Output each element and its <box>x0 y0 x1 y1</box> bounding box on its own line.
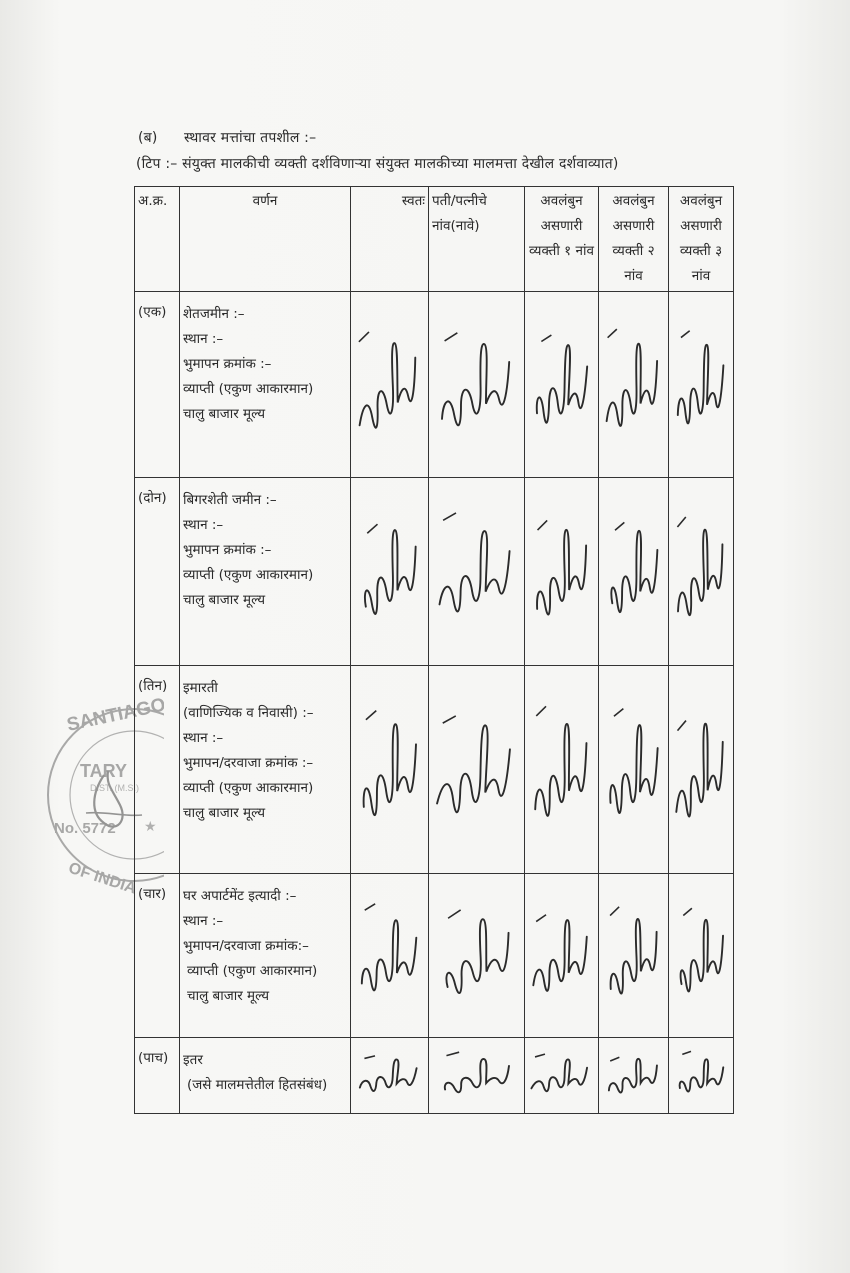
row-category: बिगरशेती जमीन :– <box>183 492 277 508</box>
signed-entry-cell <box>429 478 525 666</box>
svg-text:SANTIAGO: SANTIAGO <box>65 694 164 736</box>
row-category: घर अपार्टमेंट इत्यादी :– <box>183 888 297 904</box>
row-field: भुमापन/दरवाजा क्रमांक:– <box>183 938 309 954</box>
row-number: (एक) <box>135 292 180 478</box>
entry-text: नाही <box>696 840 706 862</box>
row-description <box>180 874 351 1038</box>
handwritten-nil-entry <box>525 478 598 665</box>
handwriting-strokes <box>351 478 428 665</box>
signed-entry-cell <box>669 874 734 1038</box>
entry-text: नाही <box>628 446 639 467</box>
svg-text:★: ★ <box>144 819 157 835</box>
handwritten-nil-entry <box>429 1038 524 1113</box>
entry-text: नाही <box>383 1009 396 1028</box>
signed-entry-cell <box>599 292 669 478</box>
entry-text: नाही <box>469 448 484 468</box>
entry-text: नाही <box>696 633 706 655</box>
signed-entry-cell <box>669 666 734 874</box>
signed-entry-cell <box>351 874 429 1038</box>
signed-entry-cell <box>429 666 525 874</box>
handwritten-nil-entry <box>669 292 733 477</box>
table-row <box>135 874 734 1038</box>
row-field: भुमापन/दरवाजा क्रमांक :– <box>183 755 314 771</box>
handwritten-nil-entry <box>599 292 668 477</box>
handwritten-nil-entry <box>599 666 668 873</box>
handwriting-strokes <box>599 1038 668 1113</box>
row-field: स्थान :– <box>183 730 224 746</box>
signed-entry-cell <box>599 874 669 1038</box>
section-title: स्थावर मत्तांचा तपशील :– <box>184 130 317 146</box>
signed-entry-cell <box>599 1038 669 1114</box>
signed-entry-cell <box>599 478 669 666</box>
handwritten-nil-entry <box>429 478 524 665</box>
section-heading <box>138 128 316 147</box>
svg-text:OF INDIA: OF INDIA <box>66 859 139 898</box>
handwriting-strokes <box>669 874 733 1037</box>
row-field: चालु बाजार मूल्य <box>183 592 266 608</box>
handwriting-strokes <box>525 874 598 1037</box>
handwriting-strokes <box>429 666 524 873</box>
header-serial: अ.क्र. <box>135 187 180 292</box>
entry-text: नाही <box>556 1100 567 1110</box>
handwritten-nil-entry <box>351 478 428 665</box>
handwriting-strokes <box>429 874 524 1037</box>
entry-text: नाही <box>628 840 639 862</box>
entry-text: नाही <box>556 840 567 862</box>
header-description: वर्णन <box>180 187 351 292</box>
handwriting-strokes <box>669 666 733 873</box>
entry-text: नाही <box>628 634 639 655</box>
handwritten-nil-entry <box>429 874 524 1037</box>
signed-entry-cell <box>669 292 734 478</box>
svg-text:DIST. (M.S.): DIST. (M.S.) <box>90 783 139 793</box>
row-number: (चार) <box>135 874 180 1038</box>
signed-entry-cell <box>669 478 734 666</box>
entry-text: नाही <box>383 840 396 862</box>
handwriting-strokes <box>599 666 668 873</box>
table-header-row <box>135 187 734 292</box>
signed-entry-cell <box>351 478 429 666</box>
signed-entry-cell <box>525 666 599 874</box>
header-dependent-1: अवलंबुन असणारी व्यक्ती १ नांव <box>525 187 599 292</box>
signed-entry-cell <box>525 874 599 1038</box>
row-category: शेतजमीन :– <box>183 306 245 322</box>
table-row <box>135 292 734 478</box>
signed-entry-cell <box>351 1038 429 1114</box>
entry-text: नाही <box>469 841 484 862</box>
signed-entry-cell <box>429 874 525 1038</box>
entry-text: नाही <box>628 1010 639 1028</box>
table-row <box>135 666 734 874</box>
entry-text: नाही <box>383 1101 396 1109</box>
entry-text: नाही <box>696 1010 706 1028</box>
row-field: स्थान :– <box>183 913 224 929</box>
entry-text: नाही <box>628 1100 639 1110</box>
entry-text: नाही <box>383 635 396 656</box>
signed-entry-cell <box>599 666 669 874</box>
entry-text: नाही <box>383 447 396 468</box>
entry-text: नाही <box>556 635 567 656</box>
row-field: चालु बाजार मूल्य <box>183 805 266 821</box>
entry-text: नाही <box>696 446 706 467</box>
signed-entry-cell <box>669 1038 734 1114</box>
handwriting-strokes <box>351 1038 428 1113</box>
signed-entry-cell <box>351 292 429 478</box>
row-description <box>180 478 351 666</box>
handwriting-strokes <box>351 666 428 873</box>
handwriting-strokes <box>599 478 668 665</box>
handwriting-strokes <box>599 292 668 477</box>
entry-text: नाही <box>556 446 567 467</box>
handwriting-strokes <box>525 1038 598 1113</box>
row-description <box>180 292 351 478</box>
svg-text:TARY: TARY <box>80 761 127 781</box>
handwritten-nil-entry <box>525 874 598 1037</box>
handwriting-strokes <box>351 292 428 477</box>
handwritten-nil-entry <box>525 1038 598 1113</box>
row-field: चालु बाजार मूल्य <box>187 988 270 1004</box>
handwriting-strokes <box>525 478 598 665</box>
row-field: स्थान :– <box>183 517 224 533</box>
entry-text: नाही <box>469 1100 484 1109</box>
row-field: स्थान :– <box>183 331 224 347</box>
signed-entry-cell <box>429 1038 525 1114</box>
immovable-assets-table <box>134 186 734 1114</box>
row-field: व्याप्ती (एकुण आकारमान) <box>183 567 314 583</box>
row-number: (तिन) <box>135 666 180 874</box>
entry-text: नाही <box>556 1009 567 1028</box>
handwritten-nil-entry <box>599 478 668 665</box>
row-description <box>180 666 351 874</box>
handwritten-nil-entry <box>525 292 598 477</box>
table-row <box>135 1038 734 1114</box>
signed-entry-cell <box>525 478 599 666</box>
row-number: (दोन) <box>135 478 180 666</box>
row-field: भुमापन क्रमांक :– <box>183 356 272 372</box>
handwritten-nil-entry <box>669 1038 733 1113</box>
entry-text: नाही <box>469 636 484 656</box>
handwriting-strokes <box>525 292 598 477</box>
row-field: व्याप्ती (एकुण आकारमान) <box>183 381 314 397</box>
handwritten-nil-entry <box>599 874 668 1037</box>
handwriting-strokes <box>525 666 598 873</box>
handwriting-strokes <box>669 1038 733 1113</box>
svg-text:No. 5772: No. 5772 <box>54 820 116 837</box>
entry-text: नाही <box>469 1010 484 1028</box>
handwritten-nil-entry <box>429 666 524 873</box>
section-letter: (ब) <box>138 130 158 146</box>
header-dependent-2: अवलंबुन असणारी व्यक्ती २ नांव <box>599 187 669 292</box>
handwriting-strokes <box>429 292 524 477</box>
row-description <box>180 1038 351 1114</box>
handwriting-strokes <box>351 874 428 1037</box>
handwritten-nil-entry <box>351 292 428 477</box>
entry-text: नाही <box>696 1101 706 1110</box>
row-field: (जसे मालमत्तेतील हितसंबंध) <box>187 1077 328 1093</box>
handwriting-strokes <box>429 478 524 665</box>
row-field: व्याप्ती (एकुण आकारमान) <box>183 780 314 796</box>
handwritten-nil-entry <box>599 1038 668 1113</box>
handwritten-nil-entry <box>351 874 428 1037</box>
signed-entry-cell <box>525 292 599 478</box>
handwritten-nil-entry <box>669 874 733 1037</box>
handwritten-nil-entry <box>429 292 524 477</box>
header-dependent-3: अवलंबुन असणारी व्यक्ती ३ नांव <box>669 187 734 292</box>
header-spouse-name: पती/पत्नीचे नांव(नावे) <box>429 187 525 292</box>
handwriting-strokes <box>669 292 733 477</box>
handwritten-nil-entry <box>351 666 428 873</box>
row-field: भुमापन क्रमांक :– <box>183 542 272 558</box>
handwriting-strokes <box>599 874 668 1037</box>
handwritten-nil-entry <box>669 666 733 873</box>
row-field: व्याप्ती (एकुण आकारमान) <box>187 963 318 979</box>
row-field: चालु बाजार मूल्य <box>183 406 266 422</box>
handwritten-nil-entry <box>525 666 598 873</box>
handwritten-nil-entry <box>351 1038 428 1113</box>
handwriting-strokes <box>669 478 733 665</box>
signed-entry-cell <box>351 666 429 874</box>
table-row <box>135 478 734 666</box>
row-category: इमारती <box>183 680 218 696</box>
signed-entry-cell <box>429 292 525 478</box>
signed-entry-cell <box>525 1038 599 1114</box>
handwritten-nil-entry <box>669 478 733 665</box>
row-category: इतर <box>183 1052 203 1068</box>
section-note: (टिप :– संयुक्त मालकीची व्यक्ती दर्शविणाऱ्या संयुक्त मालकीच्या मालमत्ता देखील दर्शवाव्यात) <box>136 156 619 172</box>
handwriting-strokes <box>429 1038 524 1113</box>
row-field: (वाणिज्यिक व निवासी) :– <box>183 705 314 721</box>
row-number: (पाच) <box>135 1038 180 1114</box>
header-self: स्वतः <box>351 187 429 292</box>
